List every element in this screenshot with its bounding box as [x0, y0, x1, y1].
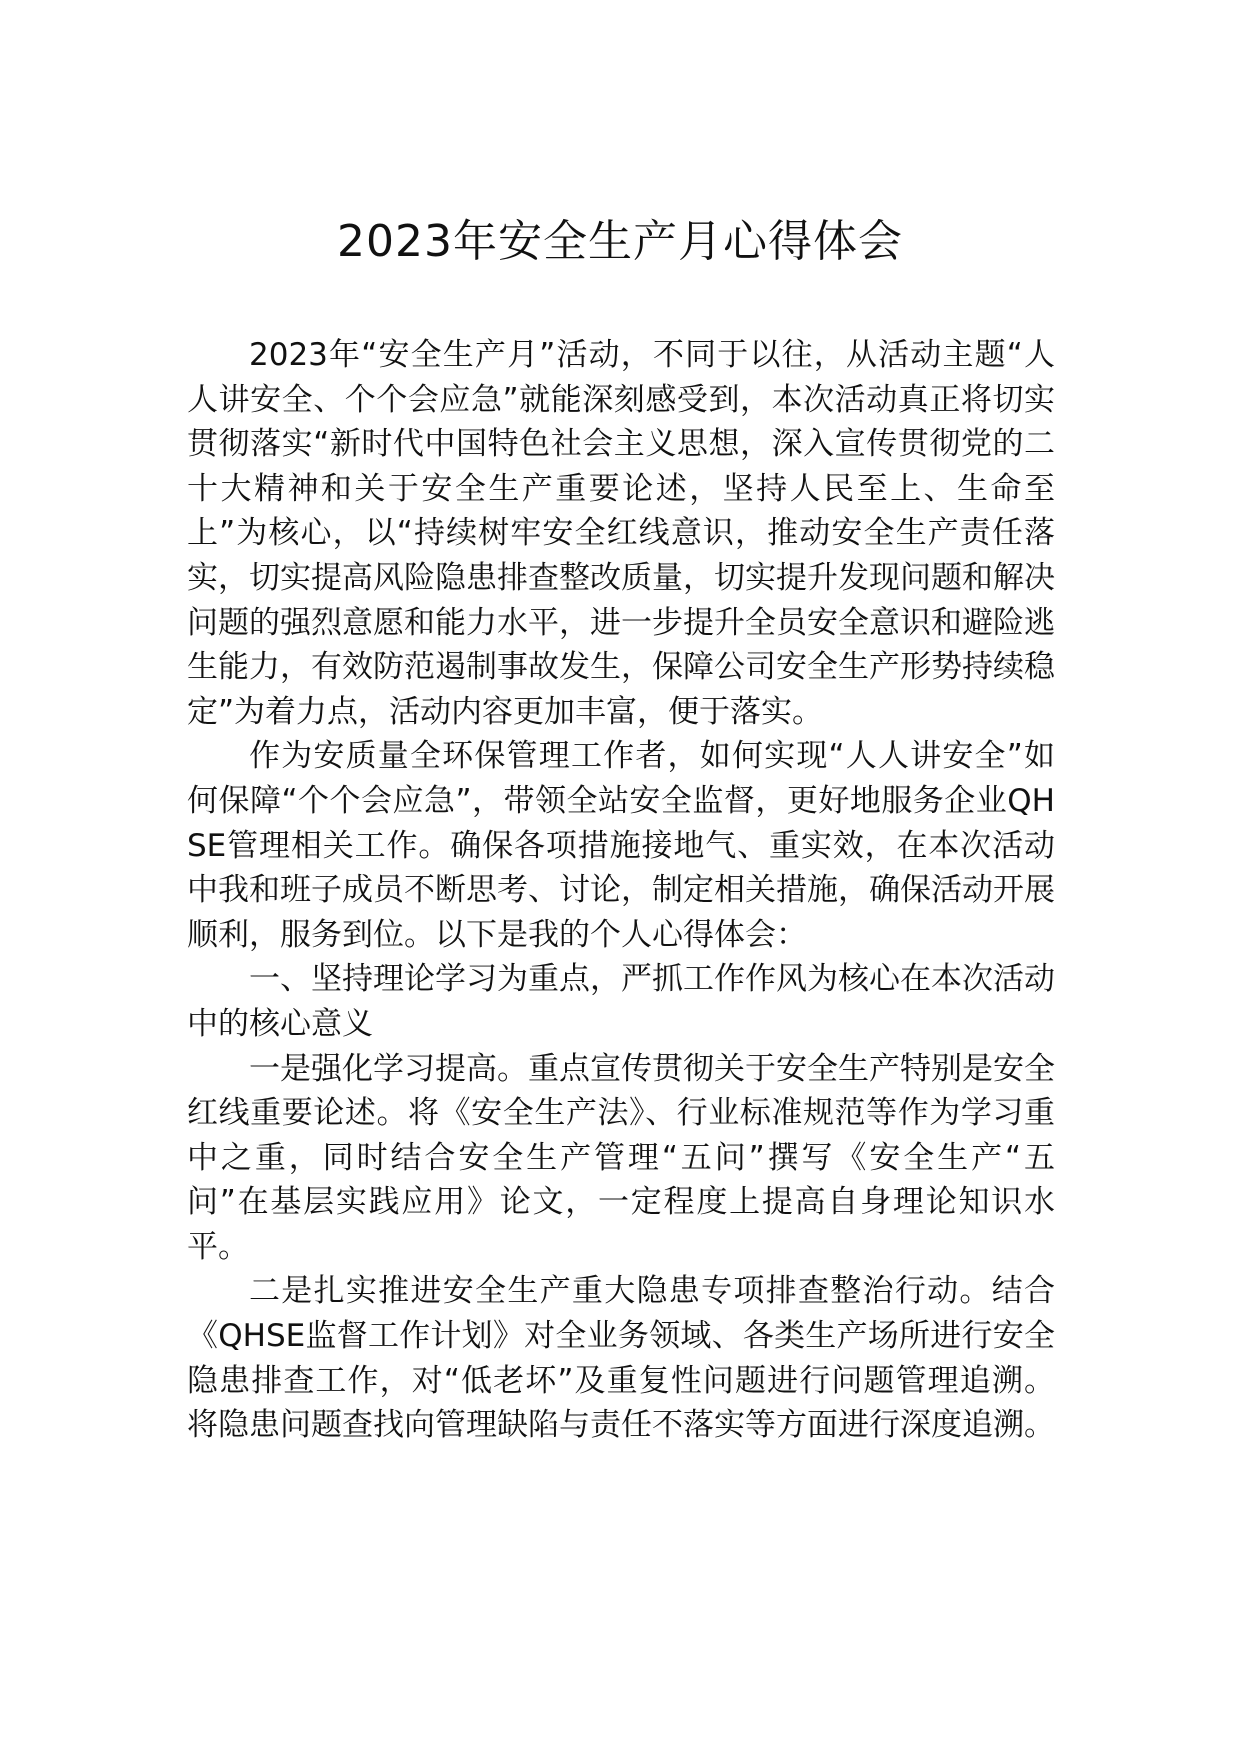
document-title: 2023年安全生产月心得体会 [337, 216, 903, 267]
paragraph-role: 作为安质量全环保管理工作者，如何实现“人人讲安全”如何保障“个个会应急”，带领全站安全监督，更好地服务企业QHSE管理相关工作。确保各项措施接地气、重实效，在本次活动中我和班子成员不断思考、讨论，制定相关措施，确保活动开展顺利，服务到位。以下是我的个人心得体会： [187, 738, 1055, 953]
section-heading-1: 一、坚持理论学习为重点，严抓工作作风为核心在本次活动中的核心意义 [187, 961, 1055, 1042]
paragraph-point-1: 一是强化学习提高。重点宣传贯彻关于安全生产特别是安全红线重要论述。将《安全生产法》、行业标准规范等作为学习重中之重，同时结合安全生产管理“五问”撰写《安全生产“五问”在基层实践应用》论文，一定程度上提高自身理论知识水平。 [187, 1050, 1055, 1265]
paragraph-intro: 2023年“安全生产月”活动，不同于以往，从活动主题“人人讲安全、个个会应急”就能深刻感受到，本次活动真正将切实贯彻落实“新时代中国特色社会主义思想，深入宣传贯彻党的二十大精神和关于安全生产重要论述，坚持人民至上、生命至上”为核心，以“持续树牢安全红线意识，推动安全生产责任落实，切实提高风险隐患排查整改质量，切实提升发现问题和解决问题的强烈意愿和能力水平，进一步提升全员安全意识和避险逃生能力，有效防范遏制事故发生，保障公司安全生产形势持续稳定”为着力点，活动内容更加丰富，便于落实。 [187, 337, 1055, 730]
document-body [187, 333, 1055, 1448]
paragraph-point-2: 二是扎实推进安全生产重大隐患专项排查整治行动。结合《QHSE监督工作计划》对全业务领域、各类生产场所进行安全隐患排查工作，对“低老坏”及重复性问题进行问题管理追溯。将隐患问题查找向管理缺陷与责任不落实等方面进行深度追溯。 [187, 1273, 1055, 1444]
